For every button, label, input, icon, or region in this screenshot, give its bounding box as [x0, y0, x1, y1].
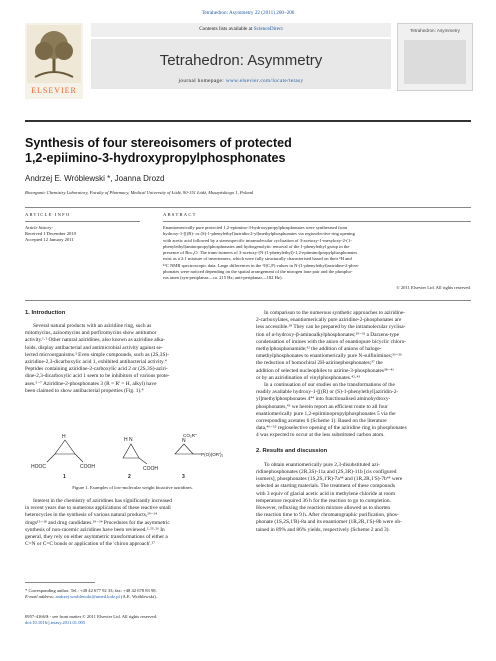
- cover-title: Tetrahedron: Asymmetry: [410, 28, 460, 33]
- article-title: Synthesis of four stereoisomers of protected 1,2-epiimino-3-hydroxypropylphosphonates: [25, 136, 292, 165]
- abstract-text: Enantiomerically pure protected 1,2-epiimino-3-hydroxypropylphosphonates were synthesised from hydroxy-1-[[(R)- or (S)-1-phenylethyl]aziridin-2-yl]methylphosphonates via regioselective ring opening with acetic acid followed by a stereospecific intramolecular cyclisation of 3-acetoxy-1-mesyloxy-2-(1- phenylethyl)aminopropylphosphonates and hydrogenolytic removal of the 1-phenylethyl group in the presence of Boc₂O. The trans-isomers of 3-acetoxy-[N-(1-phenylethyl)-1,2-epiimino]propylphosphonates exist as a 2:1 mixture of invertomers, which were fully structurally characterised based on their ¹H and ¹³C NMR spectroscopic data. Large differences in the ³J(C,P) values in N-(1-phenylethyl)aziridine-2-phos- phonates were noticed depending on the spatial arrangement of the nitrogen lone pair and the phospho- rus atom (syn-periplanar—ca. 215 Hz; anti-periplanar—182 Hz).: [163, 225, 360, 281]
- svg-text:P(O)(OR')₂: P(O)(OR')₂: [201, 452, 224, 457]
- footnotes: [25, 588, 240, 600]
- article-info: [25, 212, 140, 243]
- introduction-heading: 1. Introduction: [25, 310, 66, 316]
- contents-line: Contents lists available at ScienceDirect: [199, 26, 283, 32]
- struct-1-h: H: [62, 434, 66, 440]
- svg-text:2: 2: [128, 474, 131, 480]
- homepage-line: journal homepage: www.elsevier.com/locate/tetasy: [178, 78, 304, 84]
- intro-paragraph-1: Several natural products with an aziridine ring, such as mitomycins, azinomycins and porfiromycins show antitumor activity.¹·² Other natural aziridines, also known as aziridine alka- loids, display antibacterial and antimicrobial activity against se- lected microorganisms.³ Even simple compounds, such as (2S,3S)- aziridine-2,3-dicarboxylic acid 1, exhibited antibacterial activity.⁴ Peptides containing aziridine-2-carboxylic acid 2 or (2S,3S)-aziri- dine-2,3-dicarboxylic acid 1 seem to be inhibitors of various prote- ases.⁵⁻⁷ Aziridine-2-phosphonates 3 (R = R' = H, alkyl) have been claimed to show antibacterial properties (Fig. 1).⁸: [25, 323, 170, 394]
- email-link[interactable]: andrzej.wroblewski@umed.lodz.pl: [55, 594, 120, 599]
- aziridine-structures: [25, 432, 240, 480]
- svg-text:COOH: COOH: [80, 464, 95, 470]
- affiliation: Bioorganic Chemistry Laboratory, Faculty of Pharmacy, Medical University of Łódź, 90-151 Łódź, Muszyńskiego 1, Poland: [25, 190, 254, 195]
- figure-1-caption: Figure 1. Examples of low-molecular weight bioactive aziridines.: [72, 485, 193, 490]
- corresponding-author: * Corresponding author. Tel.: +48 42 677 92 33; fax: +48 42 678 83 98.: [25, 588, 157, 593]
- issn-line: 0957-4166/$ - see front matter © 2011 Elsevier Ltd. All rights reserved.: [25, 614, 158, 619]
- svg-text:3: 3: [182, 474, 185, 480]
- svg-text:H: H: [124, 437, 128, 443]
- svg-text:1: 1: [63, 474, 66, 480]
- svg-text:COOH: COOH: [143, 466, 158, 472]
- received-date: Received 1 December 2010: [25, 231, 76, 236]
- elsevier-tree-icon: [25, 23, 83, 87]
- journal-name: Tetrahedron: Asymmetry: [159, 52, 323, 69]
- journal-header: [25, 23, 471, 105]
- article-info-heading: ARTICLE INFO: [25, 212, 71, 217]
- sciencedirect-link[interactable]: ScienceDirect: [253, 26, 283, 32]
- homepage-link[interactable]: www.elsevier.com/locate/tetasy: [225, 78, 304, 84]
- publisher-name: ELSEVIER: [31, 86, 77, 95]
- abstract-heading: ABSTRACT: [163, 212, 197, 217]
- email-line: E-mail address: andrzej.wroblewski@umed.lodz.pl (A.E. Wróblewski).: [25, 594, 157, 599]
- svg-text:CO₂R": CO₂R": [183, 433, 197, 438]
- cover-image: [404, 40, 466, 84]
- left-column: [25, 310, 240, 395]
- elsevier-logo[interactable]: [25, 23, 83, 99]
- right-paragraph-3: To obtain enantiomerically pure 2,3-disubstituted azi- ridinephosphonates (2R,3S)-11a and (2S,3R)-11b [cis configured isomers], phosphonates (1S,2S,1'R)-7a⁴⁴ and (1R,2R,1'S)-7b⁴⁴ were selected as starting materials. The treatment of these compounds with 3 equiv of glacial acetic acid in methylene chloride at room temperature required 36 h for the reaction to go to completion. However, refluxing the reaction mixture allowed us to shorten the reaction time to 9 h. After chromatographic purification, phos- phonate (1S,2S,1'R)-8a and its enantiomer (1R,2R,1'S)-8b were ob- tained in 89% and 86% yields, respectively (Scheme 2 and 3).: [256, 461, 403, 533]
- figure-1: [25, 432, 240, 488]
- right-paragraph-2: In a continuation of our studies on the transformations of the readily available hydroxy-1-[[(R) or (S)-1-phenylethyl]aziridin-2- yl]methylphosphonates 4⁴⁴ into functionalised aminohydroxy- phosphonates,⁴⁵ we herein report an efficient route to all four enantiomerically pure 1,2-epiiminopropylphosphonates 5 via the corresponding acetates 6 (Scheme 1). Based on the literature data,⁴⁶⁻⁵² regioselective opening of the aziridine ring in phosphonates 4 was expected to occur at the less substituted carbon atom.: [256, 382, 407, 439]
- doi-link[interactable]: doi:10.1016/j.tetasy.2011.01.005: [25, 620, 86, 625]
- results-heading: 2. Results and discussion: [256, 447, 328, 454]
- svg-text:HOOC: HOOC: [31, 464, 46, 470]
- svg-text:N: N: [182, 438, 186, 444]
- intro-paragraph-2: Interest in the chemistry of aziridines has significantly increased in recent years due to numerous applications of these reactive small heterocycles in the synthesis of various natural products,²⁹⁻¹⁴ drugs¹⁵⁻¹⁸ and drug candidates.¹⁹⁻²⁴ Procedures for the asymmetric synthesis of non-racemic aziridines have been reviewed.²·²⁵·²⁶ In general, they rely on either asymmetric transformations of either a C=N or C=C bonds or application of the 'chiron approach'.²⁷: [25, 498, 172, 548]
- journal-ref-link[interactable]: Tetrahedron: Asymmetry 22 (2011) 200–206: [201, 10, 295, 16]
- journal-cover[interactable]: [397, 23, 473, 91]
- issn-doi: [25, 614, 285, 626]
- abstract: [163, 212, 471, 291]
- journal-reference: [0, 10, 496, 17]
- right-paragraph-1: In comparison to the numerous synthetic approaches to aziridine- 2-carboxylates, enantiomerically pure aziridine-2-phosphonates are less accessible.²⁸ They can be prepared by the intramolecular cyclisa- tion of α-hydroxy-β-aminoalkylphosphonates;²⁹⁻³¹ a Darzens-type condensation of imines with the anion of enantiopure bicyclic chloro- methylphosphonamide;³² the addition of anions of haloge- nmethylphosphonates to enantiomerically pure N-sulfinimines;³³⁻³⁶ the reduction of homochiral 2H-azirinephosphonates;³⁷ the addition of selected nucleophiles to azirine-3-phosphonates³⁸⁻⁴¹ or by an aziridination of vinylphosphonates.⁴²·⁴³: [256, 310, 407, 381]
- authors: Andrzej E. Wróblewski *, Joanna Drozd: [25, 174, 165, 183]
- history-label: Article history:: [25, 225, 53, 230]
- copyright: © 2011 Elsevier Ltd. All rights reserved.: [396, 284, 471, 290]
- right-column: [256, 310, 471, 534]
- svg-text:N: N: [129, 437, 133, 443]
- accepted-date: Accepted 12 January 2011: [25, 237, 74, 242]
